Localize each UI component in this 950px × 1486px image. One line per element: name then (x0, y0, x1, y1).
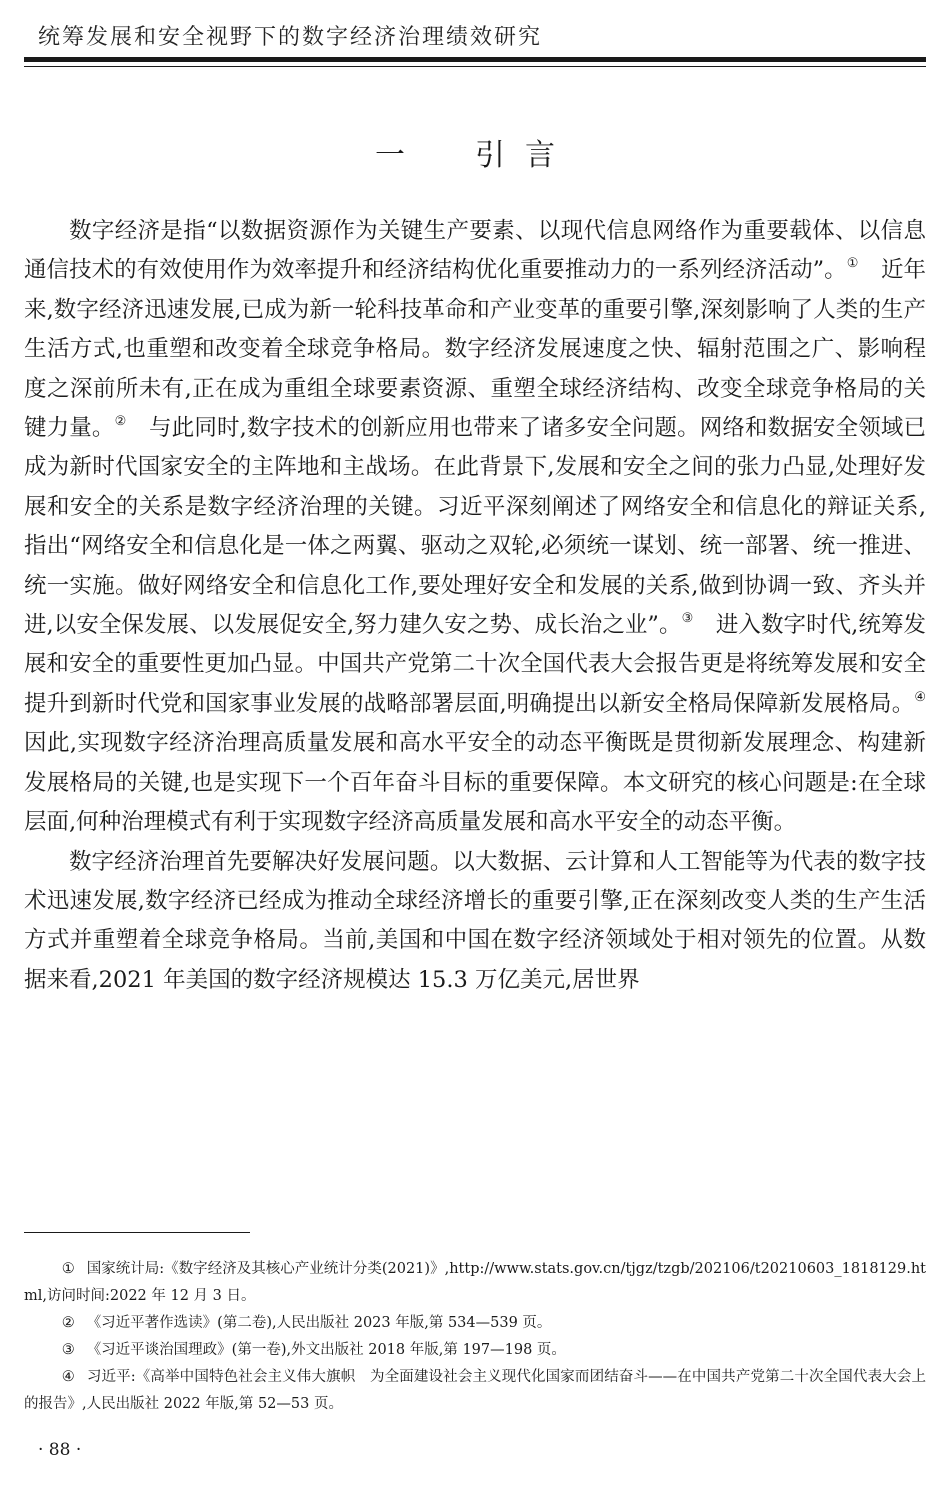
footnote-ref-3[interactable]: ③ (681, 611, 694, 627)
footnote-mark: ① (61, 1261, 75, 1277)
page-number: · 88 · (38, 1440, 82, 1460)
paragraph-1 (24, 212, 926, 843)
paragraph-2 (24, 843, 926, 1001)
header-rule-thin (24, 66, 926, 67)
paragraph-text: 进入数字时代,统筹发展和安全的重要性更加凸显。中国共产党第二十次全国代表大会报告更是将统筹发展和安全提升到新时代党和国家事业发展的战略部署层面,明确提出以新安全格局保障新发展格局。 (24, 612, 927, 717)
paragraph-text: 数字经济是指“以数据资源作为关键生产要素、以现代信息网络作为重要载体、以信息通信技术的有效使用作为效率提升和经济结构优化重要推动力的一系列经济活动”。 (24, 218, 926, 284)
footnote-text: 《习近平谈治国理政》(第一卷),外文出版社 2018 年版,第 197—198 页。 (86, 1342, 566, 1358)
footnote-text: 习近平:《高举中国特色社会主义伟大旗帜 为全面建设社会主义现代化国家而团结奋斗——在中国共产党第二十次全国代表大会上的报告》,人民出版社 2022 年版,第 52—53 页。 (24, 1369, 926, 1412)
footnote-mark: ② (61, 1315, 75, 1331)
footnote-mark: ③ (61, 1342, 75, 1358)
paragraph-text: 近年来,数字经济迅速发展,已成为新一轮科技革命和产业变革的重要引擎,深刻影响了人类的生产生活方式,也重塑和改变着全球竞争格局。数字经济发展速度之快、辐射范围之广、影响程度之深前所未有,正在成为重组全球要素资源、重塑全球经济结构、改变全球竞争格局的关键力量。 (24, 257, 926, 442)
footnote-text: 国家统计局:《数字经济及其核心产业统计分类(2021)》,http://www.stats.gov.cn/tjgz/tzgb/202106/t20210603_1818129.html,访问时间:2022 年 12 月 3 日。 (24, 1261, 926, 1304)
section-title: 一 引言 (375, 138, 575, 173)
body-text (24, 212, 926, 1000)
running-header-title: 统筹发展和安全视野下的数字经济治理绩效研究 (38, 25, 543, 50)
footnotes (24, 1256, 926, 1418)
header-rule-thick (24, 57, 926, 62)
paragraph-text: 数字经济治理首先要解决好发展问题。以大数据、云计算和人工智能等为代表的数字技术迅速发展,数字经济已经成为推动全球经济增长的重要引擎,正在深刻改变人类的生产生活方式并重塑着全球竞争格局。当前,美国和中国在数字经济领域处于相对领先的位置。从数据来看,2021 年美国的数字经济规模达 15.3 万亿美元,居世界 (24, 848, 926, 993)
footnote-1 (24, 1256, 926, 1310)
footnote-ref-4[interactable]: ④ (914, 689, 926, 705)
footnote-3 (24, 1337, 926, 1364)
footnote-mark: ④ (61, 1369, 75, 1385)
footnote-2 (24, 1310, 926, 1337)
footnote-text: 《习近平著作选读》(第二卷),人民出版社 2023 年版,第 534—539 页。 (86, 1315, 552, 1331)
paragraph-text: 与此同时,数字技术的创新应用也带来了诸多安全问题。网络和数据安全领域已成为新时代国家安全的主阵地和主战场。在此背景下,发展和安全之间的张力凸显,处理好发展和安全的关系是数字经济治理的关键。习近平深刻阐述了网络安全和信息化的辩证关系,指出“网络安全和信息化是一体之两翼、驱动之双轮,必须统一谋划、统一部署、统一推进、统一实施。做好网络安全和信息化工作,要处理好安全和发展的关系,做到协调一致、齐头并进,以安全保发展、以发展促安全,努力建久安之势、成长治之业”。 (24, 415, 926, 639)
footnote-4 (24, 1364, 926, 1418)
paragraph-text: 因此,实现数字经济治理高质量发展和高水平安全的动态平衡既是贯彻新发展理念、构建新发展格局的关键,也是实现下一个百年奋斗目标的重要保障。本文研究的核心问题是:在全球层面,何种治理模式有利于实现数字经济高质量发展和高水平安全的动态平衡。 (24, 730, 926, 836)
footnote-ref-1[interactable]: ① (846, 256, 859, 272)
footnote-separator (24, 1232, 250, 1233)
footnote-ref-2[interactable]: ② (114, 414, 127, 430)
